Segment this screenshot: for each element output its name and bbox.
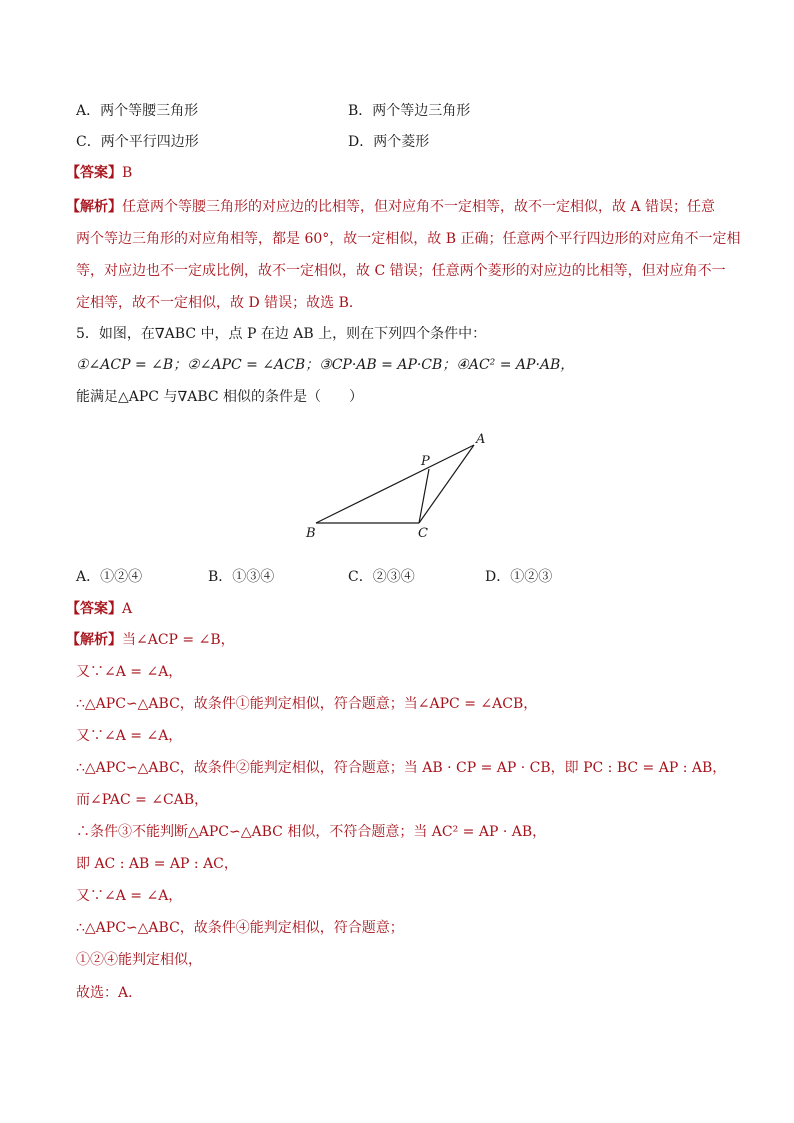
q4-analysis-line-1: 【解析】任意两个等腰三角形的对应边的比相等，但对应角不一定相等，故不一定相似，故 A 错误；任意 [66, 199, 716, 215]
answer-tag: 【答案】 [66, 165, 122, 181]
answer-value: A [122, 601, 133, 617]
q4-option-b: B．两个等边三角形 [348, 103, 471, 119]
q4-analysis-line-2: 两个等边三角形的对应角相等，都是 60°，故一定相似，故 B 正确；任意两个平行四边形的对应角不一定相 [76, 231, 741, 247]
answer-value: B [122, 165, 133, 181]
q4-option-c: C．两个平行四边形 [76, 134, 199, 150]
q5-conditions: ①∠ACP = ∠B；②∠APC = ∠ACB；③CP·AB = AP·CB；④AC² = AP·AB， [76, 357, 575, 373]
segment-ca [419, 445, 474, 523]
q5-analysis-line-3: ∴△APC∽△ABC，故条件①能判定相似，符合题意；当∠APC = ∠ACB， [76, 696, 538, 712]
q5-answer [66, 599, 132, 619]
q5-analysis-line-5: ∴△APC∽△ABC，故条件②能判定相似，符合题意；当 AB · CP = AP · CB，即 PC : BC = AP : AB， [76, 760, 727, 776]
q5-analysis-line-4: 又∵∠A = ∠A， [76, 728, 183, 744]
label-a: A [476, 432, 486, 447]
q5-analysis-line-11: ①②④能判定相似， [76, 952, 202, 968]
segment-cp [419, 469, 429, 523]
q5-question: 能满足△APC 与∇ABC 相似的条件是（ ） [76, 389, 364, 405]
q5-analysis-line-2: 又∵∠A = ∠A， [76, 664, 183, 680]
q5-option-d: D．①②③ [485, 569, 553, 585]
q5-analysis-line-8: 即 AC : AB = AP : AC， [76, 856, 238, 872]
q4-analysis-line-4: 定相等，故不一定相似，故 D 错误；故选 B． [76, 295, 363, 311]
q5-analysis-line-12: 故选：A． [76, 985, 143, 1001]
q5-stem: 5．如图，在∇ABC 中，点 P 在边 AB 上，则在下列四个条件中： [76, 326, 487, 342]
q5-option-c: C．②③④ [348, 569, 415, 585]
q5-analysis-line-9: 又∵∠A = ∠A， [76, 888, 183, 904]
answer-tag: 【答案】 [66, 601, 122, 617]
analysis-tag: 【解析】 [66, 632, 122, 648]
segment-ba [316, 445, 474, 523]
label-b: B [306, 526, 316, 541]
q4-option-a: A．两个等腰三角形 [76, 103, 199, 119]
q4-option-d: D．两个菱形 [348, 134, 430, 150]
label-c: C [418, 526, 428, 541]
q4-analysis-line-3: 等，对应边也不一定成比例，故不一定相似，故 C 错误；任意两个菱形的对应边的比相等，但对应角不一 [76, 263, 726, 279]
q5-analysis-line-10: ∴△APC∽△ABC，故条件④能判定相似，符合题意； [76, 920, 404, 936]
analysis-tag: 【解析】 [66, 199, 122, 215]
q5-option-a: A．①②④ [76, 569, 143, 585]
q5-analysis-line-6: 而∠PAC = ∠CAB， [76, 792, 209, 808]
q5-option-b: B．①③④ [208, 569, 275, 585]
q4-answer [66, 163, 132, 183]
label-p: P [421, 454, 430, 469]
q5-analysis-line-7: ∴条件③不能判断△APC∽△ABC 相似，不符合题意；当 AC² = AP · AB， [76, 824, 547, 840]
q5-analysis-line-1: 【解析】当∠ACP = ∠B， [66, 632, 235, 648]
